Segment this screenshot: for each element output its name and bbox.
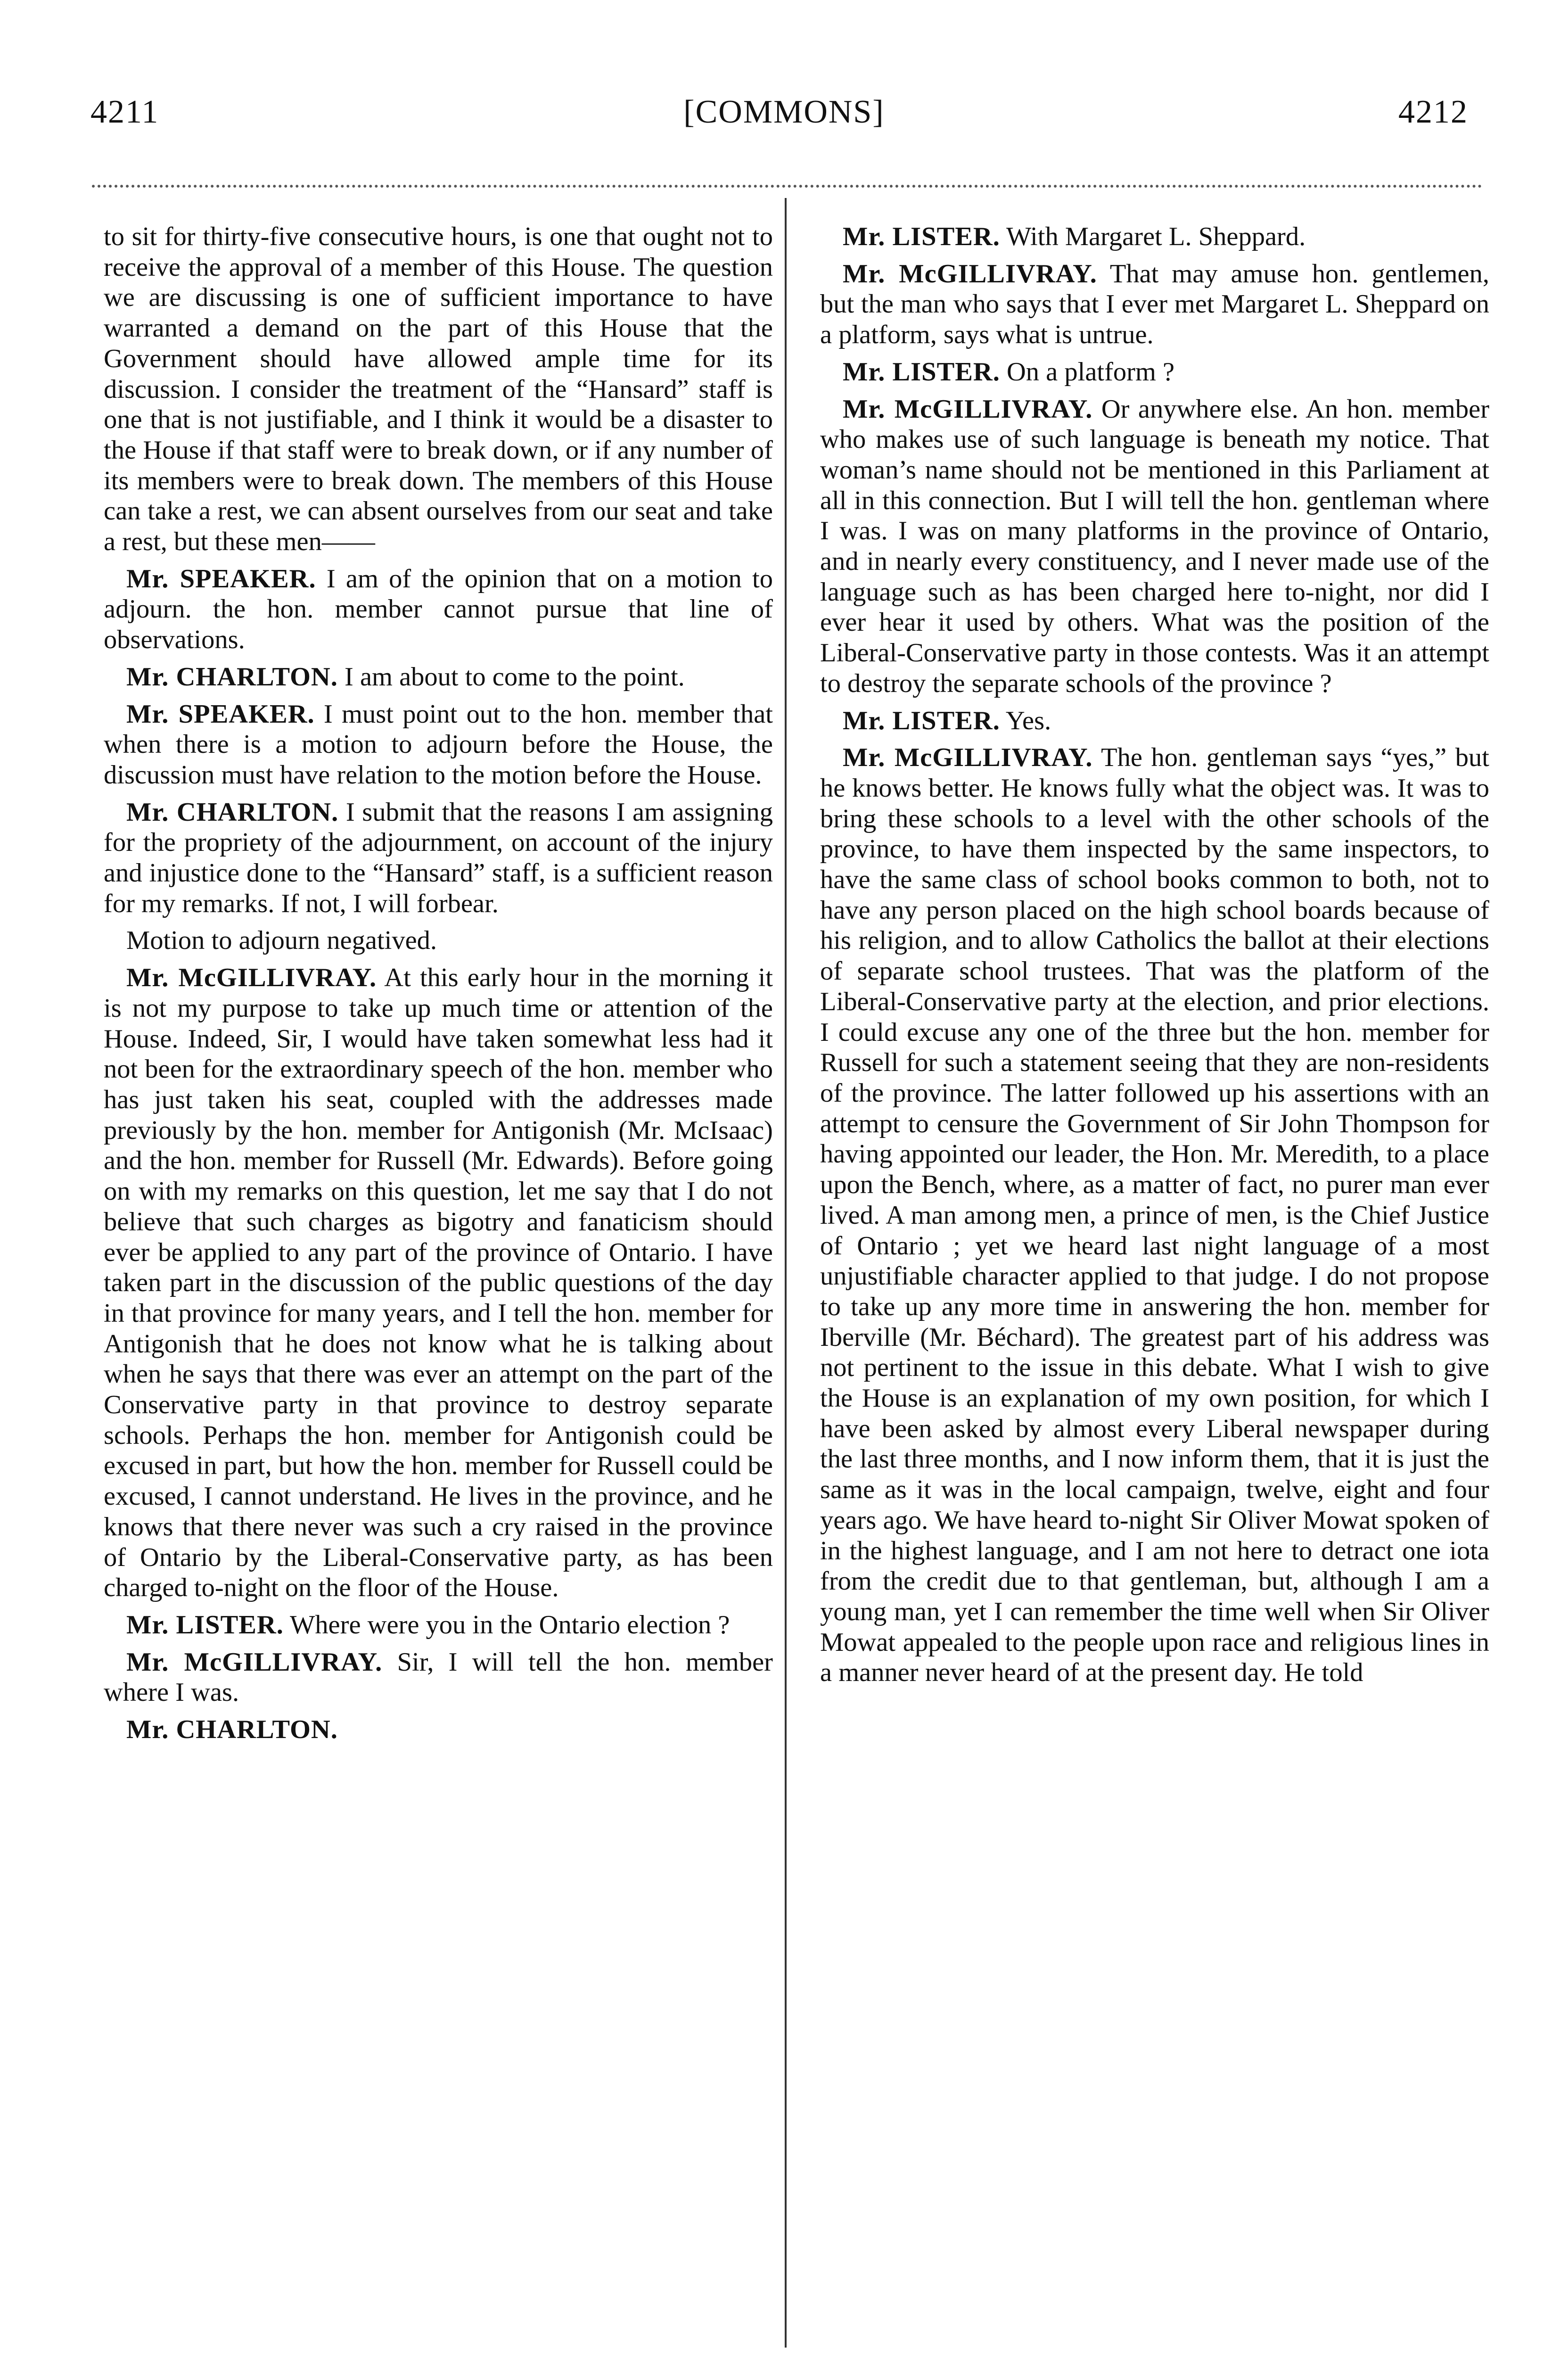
paragraph: [820, 259, 1489, 350]
paragraph-text: Yes.: [1005, 706, 1051, 735]
paragraph: [104, 925, 773, 956]
column-divider: [785, 198, 787, 2348]
speaker-name: Mr. McGILLIVRAY.: [843, 743, 1093, 773]
speaker-name: Mr. SPEAKER.: [126, 564, 316, 593]
paragraph: [820, 706, 1489, 736]
paragraph-text: I submit that the reasons I am assigning for the propriety of the adjournment, on account of the injury and injustice done to the “Hansard” staff, is a sufficient reason for my remarks. If not, I will forbear.: [104, 797, 773, 918]
speaker-name: Mr. CHARLTON.: [126, 1715, 338, 1745]
paragraph-text: I am of the opinion that on a motion to adjourn. the hon. member cannot pursue that line of observations.: [104, 564, 773, 655]
paragraph: [104, 797, 773, 919]
paragraph-text: With Margaret L. Sheppard.: [1006, 222, 1306, 251]
page-number-right: 4212: [1398, 94, 1468, 130]
paragraph: [104, 1647, 773, 1708]
speaker-name: Mr. LISTER.: [843, 357, 1000, 387]
paragraph-text: to sit for thirty-five consecutive hours, is one that ought not to receive the approval of a member of this House. The question we are discussing is one of sufficient importance to have warranted a demand on the part of this House that the Government should have allowed ample time for its discussion. I consider the treatment of the “Hansard” staff is one that is not justifiable, and I think it would be a disaster to the House if that staff were to break down, or if any number of its members were to break down. The members of this House can take a rest, we can absent ourselves from our seat and take a rest, but these men——: [104, 222, 773, 557]
left-column: [104, 222, 773, 1752]
paragraph: [820, 222, 1489, 252]
paragraph: [820, 357, 1489, 387]
speaker-name: Mr. McGILLIVRAY.: [126, 1647, 383, 1677]
speaker-name: Mr. SPEAKER.: [126, 699, 315, 729]
paragraph: [104, 1714, 773, 1745]
paragraph: [820, 742, 1489, 1688]
speaker-name: Mr. CHARLTON.: [126, 797, 339, 827]
paragraph: [104, 963, 773, 1603]
speaker-name: Mr. LISTER.: [843, 222, 1000, 251]
speaker-name: Mr. McGILLIVRAY.: [843, 394, 1093, 424]
paragraph: [104, 564, 773, 655]
paragraph: [104, 1610, 773, 1640]
speaker-name: Mr. CHARLTON.: [126, 662, 338, 692]
paragraph: [104, 699, 773, 791]
page-header: [0, 0, 1568, 156]
header-rule: [92, 185, 1482, 188]
speaker-name: Mr. LISTER.: [126, 1610, 284, 1640]
paragraph-text: I must point out to the hon. member that when there is a motion to adjourn before the House, the discussion must have relation to the motion before the House.: [104, 699, 773, 790]
page-number-left: 4211: [90, 94, 159, 130]
speaker-name: Mr. McGILLIVRAY.: [126, 963, 377, 993]
page-title: [COMMONS]: [683, 94, 885, 130]
paragraph-text: On a platform ?: [1007, 357, 1175, 387]
paragraph-text: Or anywhere else. An hon. member who makes use of such language is beneath my notice. That woman’s name should not be mentioned in this Parliament at all in this connection. But I will tell the hon. gentleman where I was. I was on many platforms in the province of Ontario, and in nearly every constituency, and I never made use of the language such as has been charged here to-night, nor did I ever hear it used by others. What was the position of the Liberal-Conservative party in those contests. Was it an attempt to destroy the separate schools of the province ?: [820, 394, 1490, 698]
paragraph-text: Where were you in the Ontario election ?: [289, 1610, 730, 1640]
paragraph-text: That may amuse hon. gentlemen, but the man who says that I ever met Margaret L. Sheppard on a platform, says what is untrue.: [820, 259, 1489, 350]
speaker-name: Mr. McGILLIVRAY.: [843, 259, 1097, 288]
paragraph-text: At this early hour in the morning it is not my purpose to take up much time or attention of the House. Indeed, Sir, I would have taken somewhat less had it not been for the extraordinary speech of the hon. member who has just taken his seat, coupled with the addresses made previously by the hon. member for Antigonish (Mr. McIsaac) and the hon. member for Russell (Mr. Edwards). Before going on with my remarks on this question, let me say that I do not believe that such charges as bigotry and fanaticism should ever be applied to any part of the province of Ontario. I have taken part in the discussion of the public questions of the day in that province for many years, and I tell the hon. member for Antigonish that he does not know what he is talking about when he says that there was ever an attempt on the part of the Conservative party in that province to destroy separate schools. Perhaps the hon. member for Antigonish could be excused in part, but how the hon. member for Russell could be excused, I cannot understand. He lives in the province, and he knows that there never was such a cry raised in the province of Ontario by the Liberal-Conservative party, as has been charged to-night on the floor of the House.: [104, 963, 773, 1603]
paragraph: [104, 222, 773, 557]
speaker-name: Mr. LISTER.: [843, 706, 1000, 735]
paragraph: [104, 662, 773, 692]
paragraph: [820, 394, 1489, 699]
paragraph-text: Motion to adjourn negatived.: [126, 926, 437, 956]
paragraph-text: The hon. gentleman says “yes,” but he knows better. He knows fully what the object was. It was to bring these schools to a level with the other schools of the province, to have them inspected by the same inspectors, to have the same class of school books common to both, not to have any person placed on the high school boards because of his religion, and to allow Catholics the ballot at their elections of separate school trustees. That was the platform of the Liberal-Conservative party at the election, and prior elections. I could excuse any one of the three but the hon. member for Russell for such a statement seeing that they are non-residents of the province. The latter followed up his assertions with an attempt to censure the Government of Sir John Thompson for having appointed our leader, the Hon. Mr. Meredith, to a place upon the Bench, where, as a matter of fact, no purer man ever lived. A man among men, a prince of men, is the Chief Justice of Ontario ; yet we heard last night language of a most unjustifiable character applied to that judge. I do not propose to take up any more time in answering the hon. member for Iberville (Mr. Béchard). The greatest part of his address was not pertinent to the issue in this debate. What I wish to give the House is an explanation of my own position, for which I have been asked by almost every Liberal newspaper during the last three months, and I now inform them, that it is just the same as it was in the local campaign, twelve, eight and four years ago. We have heard to-night Sir Oliver Mowat spoken of in the highest language, and I am not here to detract one iota from the credit due to that gentleman, but, although I am a young man, yet I can remember the time well when Sir Oliver Mowat appealed to the people upon race and religious lines in a manner never heard of at the present day. He told: [820, 743, 1489, 1688]
paragraph-text: Sir, I will tell the hon. member where I was.: [104, 1647, 773, 1707]
paragraph-text: I am about to come to the point.: [345, 662, 685, 692]
right-column: [820, 222, 1489, 1695]
